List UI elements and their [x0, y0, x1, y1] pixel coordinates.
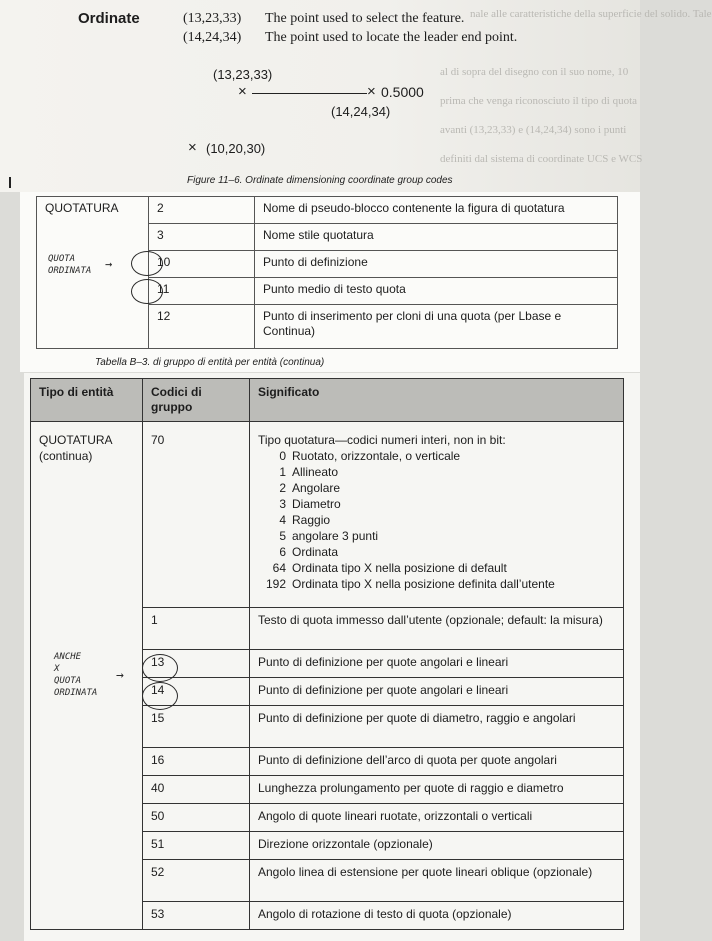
group-code-table-1: [36, 196, 618, 349]
group-code-table-2: [30, 378, 624, 930]
header-meaning: Significato: [250, 379, 624, 422]
code-cell: 1: [143, 608, 250, 650]
type-code-desc: Ordinata tipo X nella posizione definita dall’utente: [292, 577, 555, 591]
table-row: [31, 860, 624, 902]
desc-cell: Punto di definizione per quote angolari e lineari: [250, 678, 624, 706]
entity-cell: [31, 902, 143, 930]
ordinate-code: (13,23,33): [183, 11, 242, 26]
desc-cell: Punto medio di testo quota: [255, 278, 618, 305]
entity-cell: [31, 860, 143, 902]
cross-mark-icon: ×: [188, 139, 197, 156]
cross-mark-icon: ×: [367, 83, 376, 100]
table-b3-section: [20, 192, 640, 372]
ordinate-row: [183, 30, 517, 46]
bleed-through-text: avanti (13,23,33) e (14,24,34) sono i punti: [440, 124, 627, 136]
desc-cell: Lunghezza prolungamento per quote di raggio e diametro: [250, 776, 624, 804]
ordinate-row: [183, 11, 464, 27]
diagram-point-label: (14,24,34): [331, 104, 391, 119]
bleed-through-text: definiti dal sistema di coordinate UCS e WCS: [440, 153, 643, 165]
table-row: [31, 776, 624, 804]
desc-cell: Punto di inserimento per cloni di una quota (per Lbase e Continua): [255, 305, 618, 349]
type-code-desc: angolare 3 punti: [292, 529, 379, 543]
ordinate-desc: The point used to select the feature.: [265, 11, 465, 26]
desc-cell: Angolo linea di estensione per quote lineari oblique (opzionale): [250, 860, 624, 902]
type-code-item: [258, 528, 615, 544]
entity-name: QUOTATURA: [45, 201, 119, 215]
desc-cell: Punto di definizione: [255, 251, 618, 278]
code-cell: 3: [149, 224, 255, 251]
handwritten-circle: [142, 682, 178, 710]
figure-caption: Figure 11–6. Ordinate dimensioning coordinate group codes: [187, 175, 453, 186]
table-row: [31, 422, 624, 608]
desc-cell: Testo di quota immesso dall’utente (opzionale; default: la misura): [250, 608, 624, 650]
table-main-section: [24, 373, 640, 941]
diagram-point-label: (13,23,33): [213, 67, 273, 82]
handwritten-note: ANCHE: [54, 652, 82, 662]
cross-mark-icon: ×: [238, 83, 247, 100]
desc-cell: Nome di pseudo-blocco contenente la figura di quotatura: [255, 197, 618, 224]
entity-cell: [31, 804, 143, 832]
type-code-item: [258, 576, 615, 592]
type-code-desc: Angolare: [292, 481, 341, 495]
entity-cell: [31, 832, 143, 860]
code-cell: 2: [149, 197, 255, 224]
type-code-item: [258, 512, 615, 528]
desc-cell: [250, 422, 624, 608]
code-cell: 53: [143, 902, 250, 930]
ordinate-code: (14,24,34): [183, 30, 242, 45]
type-code-item: [258, 464, 615, 480]
leader-line: [252, 93, 367, 94]
desc-cell: Angolo di quote lineari ruotate, orizzontali o verticali: [250, 804, 624, 832]
entity-cell: [31, 650, 143, 678]
type-code-number: 5: [279, 529, 286, 543]
code-cell: 11: [149, 278, 255, 305]
code-cell: 13: [143, 650, 250, 678]
desc-cell: Angolo di rotazione di testo di quota (opzionale): [250, 902, 624, 930]
table-caption: Tabella B–3. di gruppo di entità per entità (continua): [95, 357, 325, 368]
type-intro: Tipo quotatura—codici numeri interi, non in bit:: [258, 433, 506, 447]
type-code-desc: Allineato: [292, 465, 339, 479]
type-code-desc: Ordinata tipo X nella posizione di default: [292, 561, 507, 575]
bleed-through-text: prima che venga riconosciuto il tipo di quota: [440, 95, 638, 107]
entity-cell: [31, 748, 143, 776]
desc-cell: Nome stile quotatura: [255, 224, 618, 251]
handwritten-note: QUOTA: [48, 254, 76, 264]
type-code-number: 6: [279, 545, 286, 559]
entity-cell: [31, 608, 143, 650]
text-cursor-mark: [9, 177, 11, 188]
type-code-number: 0: [279, 449, 286, 463]
entity-cell: [31, 706, 143, 748]
table-row: [37, 197, 618, 224]
code-cell: 50: [143, 804, 250, 832]
origin-label: (10,20,30): [206, 141, 266, 156]
bleed-through-text: al di sopra del disegno con il suo nome, 10: [440, 66, 629, 78]
desc-cell: Direzione orizzontale (opzionale): [250, 832, 624, 860]
code-cell: 16: [143, 748, 250, 776]
arrow-right-icon: →: [105, 257, 113, 271]
ordinate-desc: The point used to locate the leader end point.: [265, 30, 518, 45]
bleed-through-text: nale alle caratteristiche della superficie del solido. Tale: [470, 8, 712, 20]
type-code-number: 1: [279, 465, 286, 479]
ordinate-page-section: [0, 0, 712, 192]
desc-cell: Punto di definizione per quote angolari e lineari: [250, 650, 624, 678]
code-cell: 14: [143, 678, 250, 706]
handwritten-note: QUOTA: [54, 676, 82, 686]
code-cell: 51: [143, 832, 250, 860]
table-row: [31, 832, 624, 860]
handwritten-circle: [142, 654, 178, 682]
type-code-item: [258, 480, 615, 496]
handwritten-circle: [131, 279, 163, 304]
code-cell: 40: [143, 776, 250, 804]
code-cell: 10: [149, 251, 255, 278]
desc-cell: Punto di definizione dell’arco di quota per quote angolari: [250, 748, 624, 776]
type-code-number: 64: [272, 561, 286, 575]
desc-cell: Punto di definizione per quote di diametro, raggio e angolari: [250, 706, 624, 748]
entity-cell: [31, 776, 143, 804]
handwritten-note: X: [54, 664, 60, 674]
type-code-desc: Raggio: [292, 513, 331, 527]
entity-cell: QUOTATURA (continua): [31, 422, 143, 608]
table-row: [31, 706, 624, 748]
type-code-desc: Ruotato, orizzontale, o verticale: [292, 449, 461, 463]
code-cell: 15: [143, 706, 250, 748]
type-code-number: 3: [279, 497, 286, 511]
code-cell: 12: [149, 305, 255, 349]
type-code-item: [258, 560, 615, 576]
code-cell: 70: [143, 422, 250, 608]
type-code-item: [258, 496, 615, 512]
type-code-list: [258, 448, 615, 592]
type-code-number: 2: [279, 481, 286, 495]
table-row: [31, 748, 624, 776]
arrow-right-icon: →: [116, 668, 124, 683]
ordinate-title: Ordinate: [78, 10, 140, 27]
type-code-item: [258, 544, 615, 560]
type-code-number: 4: [279, 513, 286, 527]
type-code-number: 192: [265, 577, 286, 591]
handwritten-circle: [131, 251, 163, 276]
code-cell: 52: [143, 860, 250, 902]
type-code-desc: Ordinata: [292, 545, 339, 559]
type-code-item: [258, 448, 615, 464]
table-row: [31, 902, 624, 930]
table-header-row: [31, 379, 624, 422]
table-row: [31, 804, 624, 832]
handwritten-note: ORDINATA: [54, 688, 98, 698]
handwritten-note: ORDINATA: [48, 266, 92, 276]
type-code-desc: Diametro: [292, 497, 341, 511]
header-entity-type: Tipo di entità: [31, 379, 143, 422]
header-group-codes: Codici di gruppo: [143, 379, 250, 422]
dimension-value: 0.5000: [381, 84, 424, 100]
table-row: [31, 608, 624, 650]
